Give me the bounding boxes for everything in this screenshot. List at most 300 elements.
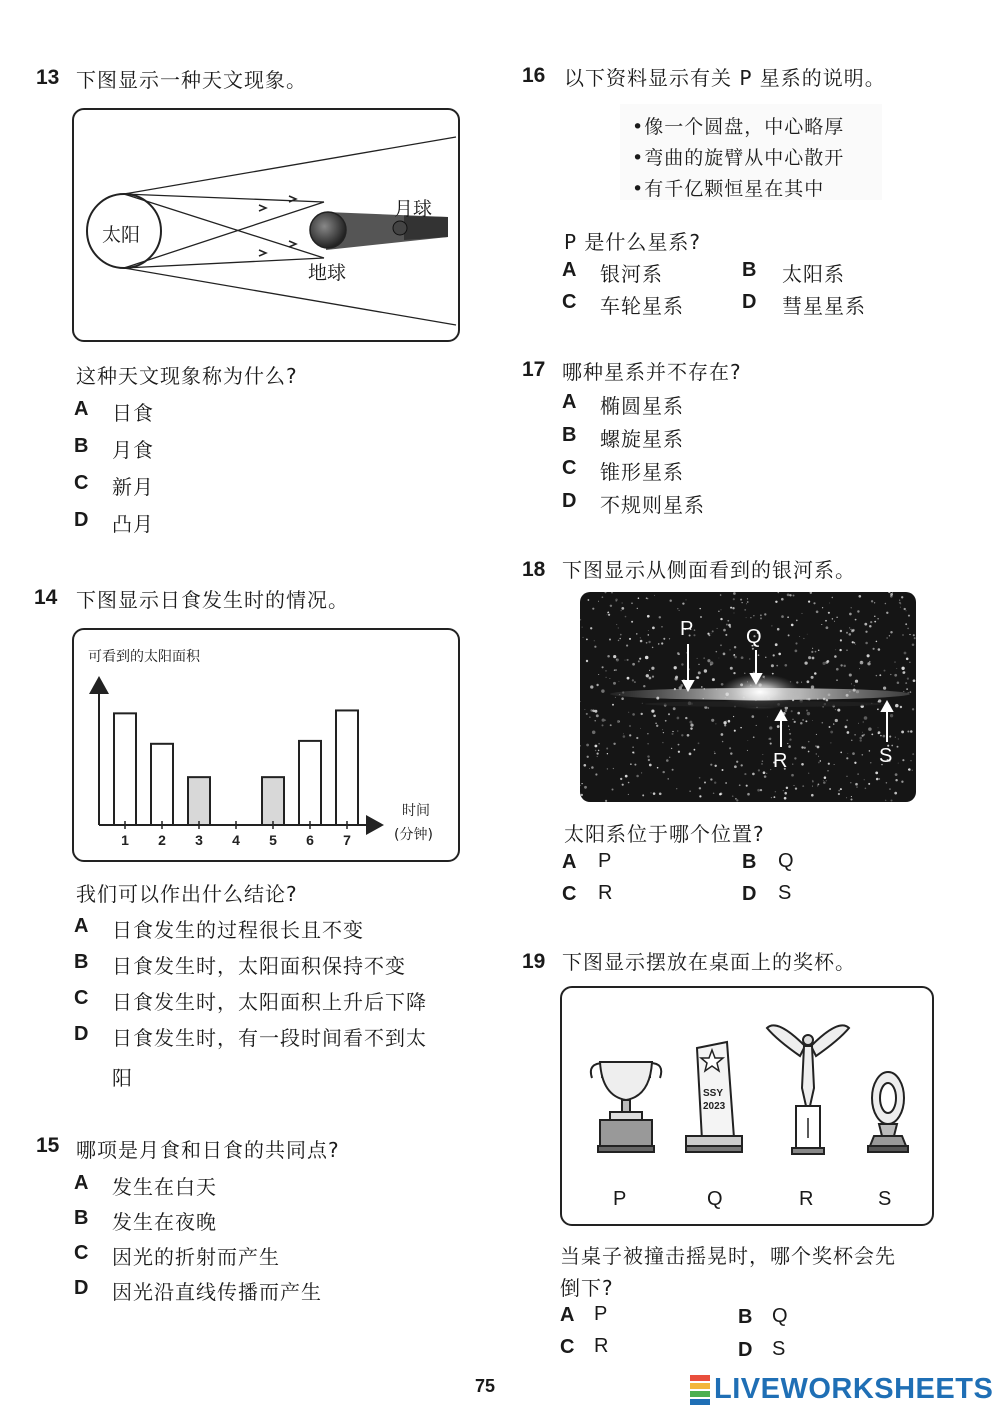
star	[609, 678, 610, 679]
star	[857, 610, 859, 612]
star	[689, 721, 692, 724]
star	[789, 738, 791, 740]
star	[846, 632, 848, 634]
bar-3	[188, 777, 210, 825]
q15-option-b-letter[interactable]: B	[74, 1207, 89, 1229]
q16-number: 16	[522, 64, 546, 87]
star	[912, 708, 914, 710]
star	[598, 601, 599, 602]
star	[699, 795, 701, 797]
star	[816, 611, 819, 614]
star	[677, 717, 680, 720]
star	[762, 754, 763, 755]
star	[700, 616, 702, 618]
star	[604, 592, 606, 593]
star	[616, 600, 617, 601]
q17-option-b-letter[interactable]: B	[562, 424, 577, 446]
star	[906, 688, 908, 690]
page-number: 75	[475, 1376, 496, 1396]
q18-prompt: 下图显示从侧面看到的银河系。	[562, 558, 856, 582]
star	[871, 600, 873, 602]
star	[595, 750, 596, 751]
star	[640, 640, 643, 643]
star	[823, 662, 826, 665]
star	[784, 797, 787, 800]
star	[651, 667, 654, 670]
star	[909, 662, 910, 663]
x-tick-label-3: 3	[195, 832, 203, 848]
q18-option-d-letter[interactable]: D	[742, 883, 757, 905]
star	[796, 681, 798, 683]
star	[845, 726, 848, 729]
star	[906, 610, 907, 611]
star	[826, 626, 829, 629]
star	[812, 720, 813, 721]
star	[878, 733, 879, 734]
q14-option-c-letter[interactable]: C	[74, 987, 89, 1009]
star	[862, 735, 864, 737]
q14-option-a-letter[interactable]: A	[74, 915, 89, 937]
star	[720, 594, 722, 596]
star	[758, 654, 760, 656]
star	[860, 661, 864, 665]
star	[646, 674, 649, 677]
q15-option-c-text[interactable]: 因光的折射而产生	[112, 1245, 280, 1269]
q13-option-c-letter[interactable]: C	[74, 472, 89, 494]
q15-option-b-text[interactable]: 发生在夜晚	[112, 1210, 217, 1234]
galaxy-label-q: Q	[746, 626, 762, 648]
star	[765, 657, 766, 658]
star	[857, 773, 858, 774]
q15-prompt: 哪项是月食和日食的共同点?	[76, 1138, 340, 1162]
star	[868, 727, 872, 731]
star	[611, 788, 613, 790]
star	[726, 720, 727, 721]
star	[728, 720, 731, 723]
x-tick-label-1: 1	[121, 832, 129, 848]
q16-option-d-letter[interactable]: D	[742, 291, 757, 313]
star	[714, 765, 716, 767]
star	[723, 721, 726, 724]
star	[789, 594, 791, 596]
star	[598, 750, 600, 752]
q19-option-b-letter[interactable]: B	[738, 1306, 753, 1328]
star	[855, 680, 858, 683]
star	[615, 669, 617, 671]
star	[850, 629, 851, 630]
star	[828, 612, 830, 614]
star	[610, 724, 612, 726]
star	[801, 682, 802, 683]
star	[636, 775, 639, 778]
star	[653, 792, 656, 795]
star	[699, 608, 700, 609]
star	[812, 786, 813, 787]
star	[756, 725, 757, 726]
star	[825, 620, 827, 622]
star	[720, 618, 722, 620]
star	[890, 799, 892, 801]
star	[768, 738, 769, 739]
q16-option-b-letter[interactable]: B	[742, 259, 757, 281]
star	[586, 713, 588, 715]
star	[902, 634, 904, 636]
q19-option-a-text[interactable]: P	[594, 1303, 609, 1325]
q19-option-d-text[interactable]: S	[772, 1338, 787, 1360]
star	[898, 763, 899, 764]
plaque-text-2: 2023	[703, 1101, 726, 1112]
star	[877, 701, 879, 703]
star	[814, 672, 817, 675]
star	[596, 714, 599, 717]
star	[788, 634, 790, 636]
star	[739, 784, 741, 786]
q13-question: 这种天文现象称为什么?	[76, 364, 298, 388]
star	[846, 650, 847, 651]
star	[602, 666, 604, 668]
q18-option-c-letter[interactable]: C	[562, 883, 577, 905]
star	[885, 800, 886, 801]
star	[641, 772, 642, 773]
q14-option-a-text[interactable]: 日食发生的过程很长且不变	[112, 918, 364, 942]
star	[807, 712, 810, 715]
q16-option-d-text[interactable]: 彗星星系	[782, 294, 866, 318]
star	[855, 783, 858, 786]
star	[847, 731, 850, 734]
earth-label: 地球	[308, 262, 347, 284]
star	[623, 733, 624, 734]
trophy-p	[591, 1062, 661, 1152]
star	[734, 765, 737, 768]
bar-6	[299, 741, 321, 825]
q13-option-c-text[interactable]: 新月	[112, 475, 154, 499]
q15-option-a-letter[interactable]: A	[74, 1172, 89, 1194]
star	[862, 754, 864, 756]
star	[864, 716, 868, 720]
x-tick-label-5: 5	[269, 832, 277, 848]
q13-option-a-letter[interactable]: A	[74, 398, 89, 420]
star	[750, 617, 751, 618]
star	[712, 678, 715, 681]
star	[870, 621, 872, 623]
star	[673, 707, 676, 710]
star	[594, 720, 595, 721]
star	[908, 615, 910, 617]
star	[838, 790, 840, 792]
q14-option-d-letter[interactable]: D	[74, 1023, 89, 1045]
star	[784, 709, 787, 712]
star	[616, 658, 619, 661]
q18-option-a-letter[interactable]: A	[562, 851, 577, 873]
star	[854, 685, 855, 686]
star	[740, 599, 742, 601]
star	[835, 709, 836, 710]
star	[883, 735, 886, 738]
q13-option-a-text[interactable]: 日食	[112, 401, 154, 425]
star	[875, 772, 878, 775]
star	[622, 603, 623, 604]
star	[625, 660, 626, 661]
star	[711, 719, 714, 722]
chart-xlabel-2: (分钟)	[394, 827, 433, 843]
star	[636, 633, 637, 634]
star	[808, 600, 810, 602]
star	[588, 599, 590, 601]
q13-option-b-letter[interactable]: B	[74, 435, 89, 457]
star	[714, 753, 716, 755]
star	[812, 781, 813, 782]
q17-option-d-letter[interactable]: D	[562, 490, 577, 512]
q16-option-a-text[interactable]: 银河系	[600, 262, 663, 286]
star	[591, 766, 594, 769]
star	[648, 630, 649, 631]
q13-number: 13	[36, 66, 60, 89]
star	[733, 592, 736, 595]
q13-option-b-text[interactable]: 月食	[112, 438, 154, 462]
star	[628, 712, 629, 713]
q19-option-d-letter[interactable]: D	[738, 1339, 753, 1361]
q17-option-a-letter[interactable]: A	[562, 391, 577, 413]
q14-prompt: 下图显示日食发生时的情况。	[76, 588, 349, 612]
star	[607, 753, 608, 754]
star	[741, 764, 743, 766]
star	[724, 724, 726, 726]
star	[677, 608, 678, 609]
star	[912, 770, 913, 771]
q17-option-a-text[interactable]: 椭圆星系	[600, 394, 684, 418]
star	[690, 727, 692, 729]
star	[643, 685, 645, 687]
star	[878, 648, 881, 651]
q17-option-b-text[interactable]: 螺旋星系	[600, 427, 684, 451]
star	[613, 743, 615, 745]
star	[907, 730, 909, 732]
star	[827, 770, 829, 772]
q19-option-c-text[interactable]: R	[594, 1335, 610, 1357]
star	[758, 769, 760, 771]
star	[596, 684, 598, 686]
star	[620, 778, 622, 780]
star	[847, 753, 848, 754]
star	[840, 664, 842, 666]
star	[876, 778, 879, 781]
star	[760, 617, 762, 619]
q14-option-c-text[interactable]: 日食发生时，太阳面积上升后下降	[112, 990, 427, 1014]
star	[615, 697, 616, 698]
q19-option-b-text[interactable]: Q	[772, 1305, 789, 1327]
star	[791, 774, 794, 777]
star	[608, 614, 610, 616]
star	[686, 599, 687, 600]
star	[908, 769, 909, 770]
star	[868, 783, 870, 785]
q14-option-b-text[interactable]: 日食发生时，太阳面积保持不变	[112, 954, 406, 978]
star	[833, 723, 834, 724]
star	[888, 592, 890, 593]
star	[854, 762, 856, 764]
star	[671, 748, 672, 749]
star	[661, 626, 663, 628]
q19-option-a-letter[interactable]: A	[560, 1304, 575, 1326]
plaque-text-1: SSY	[703, 1088, 724, 1099]
star	[583, 764, 586, 767]
q16-option-b-text[interactable]: 太阳系	[782, 262, 845, 286]
arrow-s-head	[882, 702, 892, 711]
bar-5	[262, 777, 284, 825]
trophy-s	[868, 1072, 908, 1152]
q14-option-b-letter[interactable]: B	[74, 951, 89, 973]
logo-badge-icon	[690, 1375, 710, 1405]
q18-option-c-text[interactable]: R	[598, 882, 614, 904]
q16-option-a-letter[interactable]: A	[562, 259, 577, 281]
star	[830, 731, 833, 734]
star	[580, 745, 581, 747]
star	[647, 733, 648, 734]
q14-option-d-text[interactable]: 日食发生时，有一段时间看不到太	[112, 1026, 427, 1050]
star	[828, 763, 830, 765]
star	[607, 611, 609, 613]
star	[710, 764, 712, 766]
star	[607, 614, 608, 615]
q15-option-a-text[interactable]: 发生在白天	[112, 1175, 217, 1199]
star	[797, 712, 800, 715]
star	[609, 638, 611, 640]
star	[811, 651, 813, 653]
star	[598, 743, 600, 745]
q16-option-c-letter[interactable]: C	[562, 291, 577, 313]
q16-bullet-1: •像一个圆盘，中心略厚	[632, 116, 845, 138]
star	[873, 648, 875, 650]
dust-lane	[645, 701, 885, 707]
q18-option-b-text[interactable]: Q	[778, 850, 795, 872]
star	[777, 628, 780, 631]
star	[631, 621, 633, 623]
star	[818, 756, 819, 757]
star	[648, 641, 650, 643]
star	[720, 793, 723, 796]
star	[741, 656, 744, 659]
star	[910, 730, 913, 733]
star	[672, 731, 673, 732]
star	[639, 658, 641, 660]
q15-option-c-letter[interactable]: C	[74, 1242, 89, 1264]
star	[733, 716, 734, 717]
star	[638, 597, 640, 599]
star	[770, 769, 771, 770]
star	[803, 638, 804, 639]
liveworksheets-logo[interactable]	[690, 1373, 993, 1406]
star	[668, 713, 670, 715]
star	[876, 675, 877, 676]
star	[846, 797, 847, 798]
q17-option-d-text[interactable]: 不规则星系	[600, 493, 705, 517]
q13-option-d-letter[interactable]: D	[74, 509, 89, 531]
q16-option-c-text[interactable]: 车轮星系	[600, 294, 684, 318]
star	[726, 634, 728, 636]
star	[849, 613, 852, 616]
star	[897, 681, 900, 684]
star	[581, 794, 583, 796]
star	[865, 642, 868, 645]
star	[902, 671, 905, 674]
galaxy-label-s: S	[879, 745, 893, 767]
q19-option-c-letter[interactable]: C	[560, 1336, 575, 1358]
star	[649, 670, 650, 671]
star	[760, 789, 762, 791]
q14-option-d-text-cont[interactable]: 阳	[112, 1066, 133, 1090]
star	[791, 624, 794, 627]
star	[649, 677, 652, 680]
star	[704, 781, 706, 783]
star	[890, 714, 893, 717]
q13-option-d-text[interactable]: 凸月	[112, 512, 154, 536]
star	[869, 625, 872, 628]
star	[721, 733, 724, 736]
star	[625, 775, 628, 778]
star	[846, 757, 848, 759]
star	[621, 607, 624, 610]
star	[698, 742, 700, 744]
star	[659, 616, 661, 618]
q15-option-d-letter[interactable]: D	[74, 1277, 89, 1299]
q18-option-b-letter[interactable]: B	[742, 851, 757, 873]
star	[669, 638, 670, 639]
star	[690, 723, 693, 726]
star	[652, 676, 654, 678]
star	[892, 592, 893, 593]
star	[663, 638, 665, 640]
q15-option-d-text[interactable]: 因光沿直线传播而产生	[112, 1280, 322, 1304]
star	[829, 788, 831, 790]
star	[697, 676, 700, 679]
star	[752, 773, 755, 776]
star	[821, 624, 822, 625]
star	[901, 667, 904, 670]
star	[900, 706, 902, 708]
star	[823, 781, 826, 784]
q19-question-line2: 倒下?	[560, 1276, 614, 1300]
star	[824, 776, 827, 779]
star	[730, 667, 733, 670]
star	[773, 654, 775, 656]
star	[807, 680, 810, 683]
q16-info-box	[620, 104, 882, 200]
star	[869, 750, 871, 752]
q18-option-d-text[interactable]: S	[778, 882, 793, 904]
star	[767, 716, 768, 717]
moon-shape	[393, 221, 407, 235]
star	[781, 598, 784, 601]
star	[862, 732, 863, 733]
star	[792, 719, 793, 720]
q17-option-c-letter[interactable]: C	[562, 457, 577, 479]
star	[757, 789, 760, 792]
q18-number: 18	[522, 558, 546, 581]
star	[597, 753, 599, 755]
star	[886, 612, 888, 614]
star	[851, 740, 852, 741]
q18-option-a-text[interactable]: P	[598, 850, 613, 872]
earth-shape	[310, 212, 346, 248]
star	[795, 787, 797, 789]
q16-bullet-2: •弯曲的旋臂从中心散开	[632, 147, 845, 169]
q17-option-c-text[interactable]: 锥形星系	[600, 460, 684, 484]
star	[730, 752, 732, 754]
star	[652, 627, 655, 630]
arrow-p-head	[683, 681, 693, 690]
star	[669, 599, 671, 601]
star	[795, 642, 797, 644]
